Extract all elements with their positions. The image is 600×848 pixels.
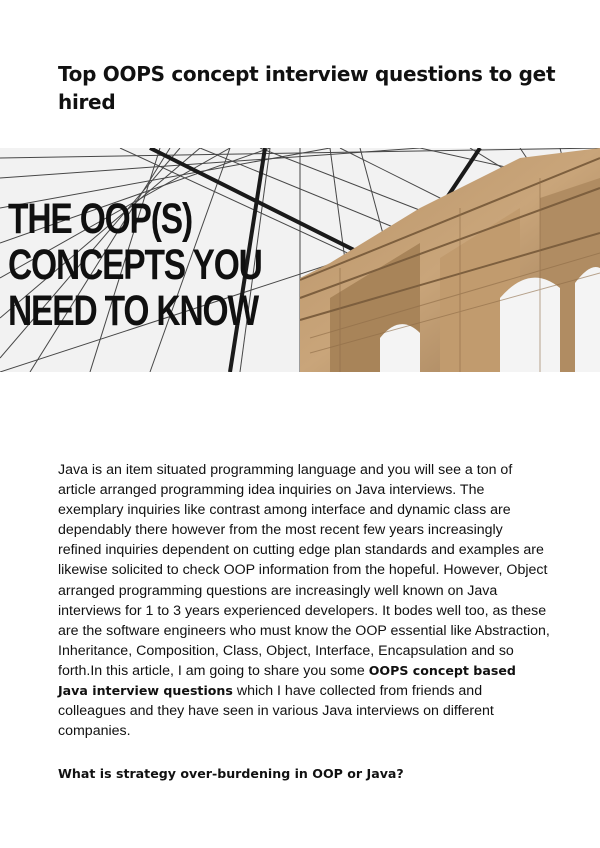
hero-image — [0, 148, 600, 372]
hero-line-1: THE OOP(S) — [8, 195, 192, 243]
hero-headline — [8, 196, 262, 334]
section-heading: What is strategy over-burdening in OOP or Java? — [58, 766, 404, 781]
hero-line-2: CONCEPTS YOU — [8, 241, 262, 289]
article-title: Top OOPS concept interview questions to get hired — [58, 62, 556, 114]
article-body — [58, 460, 550, 741]
body-text-part-2: which I have collected from friends and colleagues and they have seen in various Java interviews on different companies. — [58, 683, 494, 740]
body-text-part-1: Java is an item situated programming language and you will see a ton of article arranged programming idea inquiries on Java interviews. The exemplary inquiries like contrast among interface and dynamic class are dependably there however from the most recent few years increasingly refined inquiries dependent on cutting edge plan standards and examples are likewise solicited to check OOP information from the hopeful. However, Object arranged programming questions are increasingly well known on Java interviews for 1 to 3 years experienced developers. It bodes well too, as these are the software engineers who must know the OOP essential like Abstraction, Inheritance, Composition, Class, Object, Interface, Encapsulation and so forth.In this article, I am going to share you some — [58, 462, 550, 679]
body-bold-phrase: OOPS concept based Java interview questions — [58, 662, 516, 699]
hero-line-3: NEED TO KNOW — [8, 287, 258, 335]
